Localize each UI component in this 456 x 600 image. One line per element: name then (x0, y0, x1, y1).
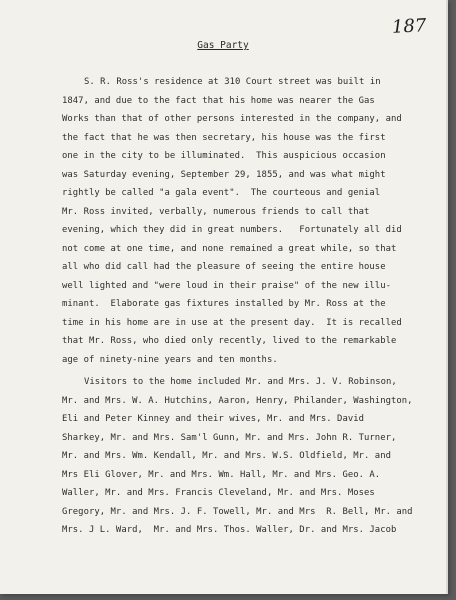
text-line: evening, which they did in great numbers. Fortunately all did (62, 225, 402, 235)
text-line: rightly be called "a gala event". The courteous and genial (62, 188, 381, 198)
paragraph-2 (62, 373, 438, 540)
text-line: the fact that he was then secretary, his house was the first (62, 132, 386, 143)
text-line: one in the city to be illuminated. This auspicious occasion (62, 151, 386, 161)
document-body (62, 73, 438, 540)
text-line: that Mr. Ross, who died only recently, lived to the remarkable (62, 336, 397, 346)
text-line: Mr. Ross invited, verbally, numerous friends to call that (62, 206, 370, 217)
text-line: minant. Elaborate gas fixtures installed by Mr. Ross at the (62, 299, 386, 309)
text-line: 1847, and due to the fact that his home was nearer the Gas (62, 95, 375, 106)
paragraph-1 (62, 73, 438, 369)
text-line: well lighted and "were loud in their praise" of the new illu- (62, 280, 391, 291)
text-line: age of ninety-nine years and ten months. (62, 354, 278, 365)
text-line: Sharkey, Mr. and Mrs. Sam'l Gunn, Mr. and Mrs. John R. Turner, (62, 432, 397, 443)
text-line: time in his home are in use at the present day. It is recalled (62, 317, 402, 328)
text-line: Works than that of other persons interested in the company, and (62, 114, 402, 124)
text-line: Waller, Mr. and Mrs. Francis Cleveland, Mr. and Mrs. Moses (62, 488, 375, 498)
text-line: Mr. and Mrs. Wm. Kendall, Mr. and Mrs. W.S. Oldfield, Mr. and (62, 451, 391, 461)
page-number: 187 (391, 15, 427, 38)
text-line: Mr. and Mrs. W. A. Hutchins, Aaron, Henry, Philander, Washington, (62, 395, 413, 406)
text-line: Mrs. J L. Ward, Mr. and Mrs. Thos. Waller, Dr. and Mrs. Jacob (62, 525, 397, 535)
text-line: Mrs Eli Glover, Mr. and Mrs. Wm. Hall, Mr. and Mrs. Geo. A. (62, 469, 381, 480)
text-line: Eli and Peter Kinney and their wives, Mr. and Mrs. David (62, 414, 365, 424)
text-line: Gregory, Mr. and Mrs. J. F. Towell, Mr. and Mrs R. Bell, Mr. and (62, 506, 413, 517)
text-line: Visitors to the home included Mr. and Mrs. J. V. Robinson, (84, 377, 397, 387)
text-line: all who did call had the pleasure of seeing the entire house (62, 262, 386, 272)
text-line: S. R. Ross's residence at 310 Court street was built in (84, 77, 381, 87)
text-line: not come at one time, and none remained a great while, so that (62, 243, 397, 254)
document-title: Gas Party (197, 40, 249, 51)
text-line: was Saturday evening, September 29, 1855, and was what might (62, 169, 386, 180)
